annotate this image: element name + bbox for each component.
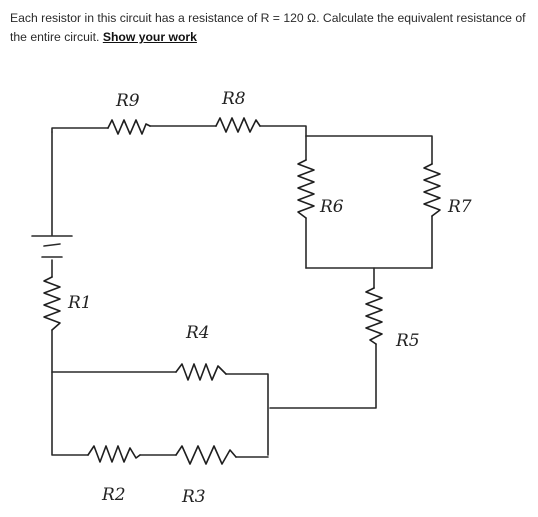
label-r9: R9: [116, 91, 140, 111]
label-r5: R5: [396, 331, 420, 351]
wire-top-right: [260, 126, 306, 136]
resistor-r4: [176, 364, 226, 380]
wire-r5-to-bottom: [270, 344, 376, 408]
resistor-r5: [366, 288, 382, 344]
wire-left-lower: [52, 330, 88, 455]
label-r4: R4: [186, 323, 210, 343]
resistor-r1: [44, 277, 60, 330]
wire-parallel-top: [306, 136, 432, 164]
label-r2: R2: [102, 485, 126, 505]
resistor-r2: [88, 446, 140, 462]
wire-r4-right: [226, 374, 268, 455]
label-r6: R6: [320, 197, 344, 217]
wire-top-left: [52, 128, 108, 132]
resistor-r9: [108, 120, 150, 134]
resistor-r7: [424, 164, 440, 216]
label-r3: R3: [182, 487, 206, 507]
resistor-r6: [298, 160, 314, 218]
question-body: Each resistor in this circuit has a resistance of R = 120 Ω. Calculate the equivalent resistance of the entire circuit.: [10, 11, 526, 44]
label-r1: R1: [68, 293, 92, 313]
label-r8: R8: [222, 89, 246, 109]
resistor-r8: [216, 118, 260, 132]
battery-symbol: [32, 236, 72, 257]
resistor-r3: [176, 446, 236, 464]
show-your-work-link[interactable]: Show your work: [102, 30, 197, 44]
label-r7: R7: [448, 197, 472, 217]
